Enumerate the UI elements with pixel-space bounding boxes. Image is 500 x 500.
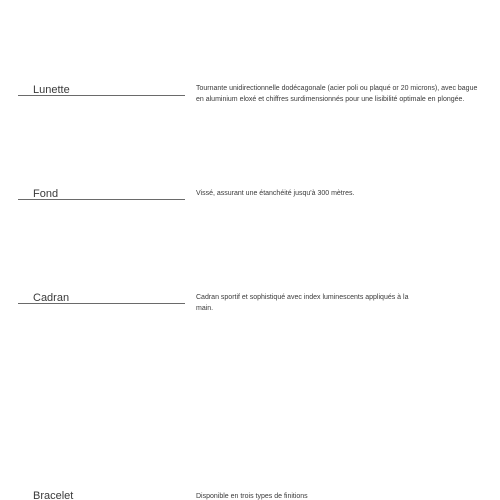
- spec-label-bracelet: Bracelet: [33, 490, 74, 500]
- spec-label-fond: Fond: [33, 188, 59, 200]
- spec-label-lunette: Lunette: [33, 84, 70, 96]
- spec-description-bracelet: Disponible en trois types de finitions: [196, 493, 308, 500]
- spec-description-cadran: Cadran sportif et sophistiqué avec index luminescents appliqués à la main.: [196, 294, 409, 312]
- spec-description-lunette: Tournante unidirectionnelle dodécagonale (acier poli ou plaqué or 20 microns), avec bague en aluminium eloxé et chiffres surdimensionnés pour une lisibilité optimale en plongée.: [196, 85, 478, 103]
- spec-divider: [18, 199, 185, 200]
- spec-label-cadran: Cadran: [33, 292, 70, 304]
- spec-divider: [18, 303, 185, 304]
- spec-divider: [18, 95, 185, 96]
- spec-description-fond: Vissé, assurant une étanchéité jusqu'à 300 mètres.: [196, 190, 355, 197]
